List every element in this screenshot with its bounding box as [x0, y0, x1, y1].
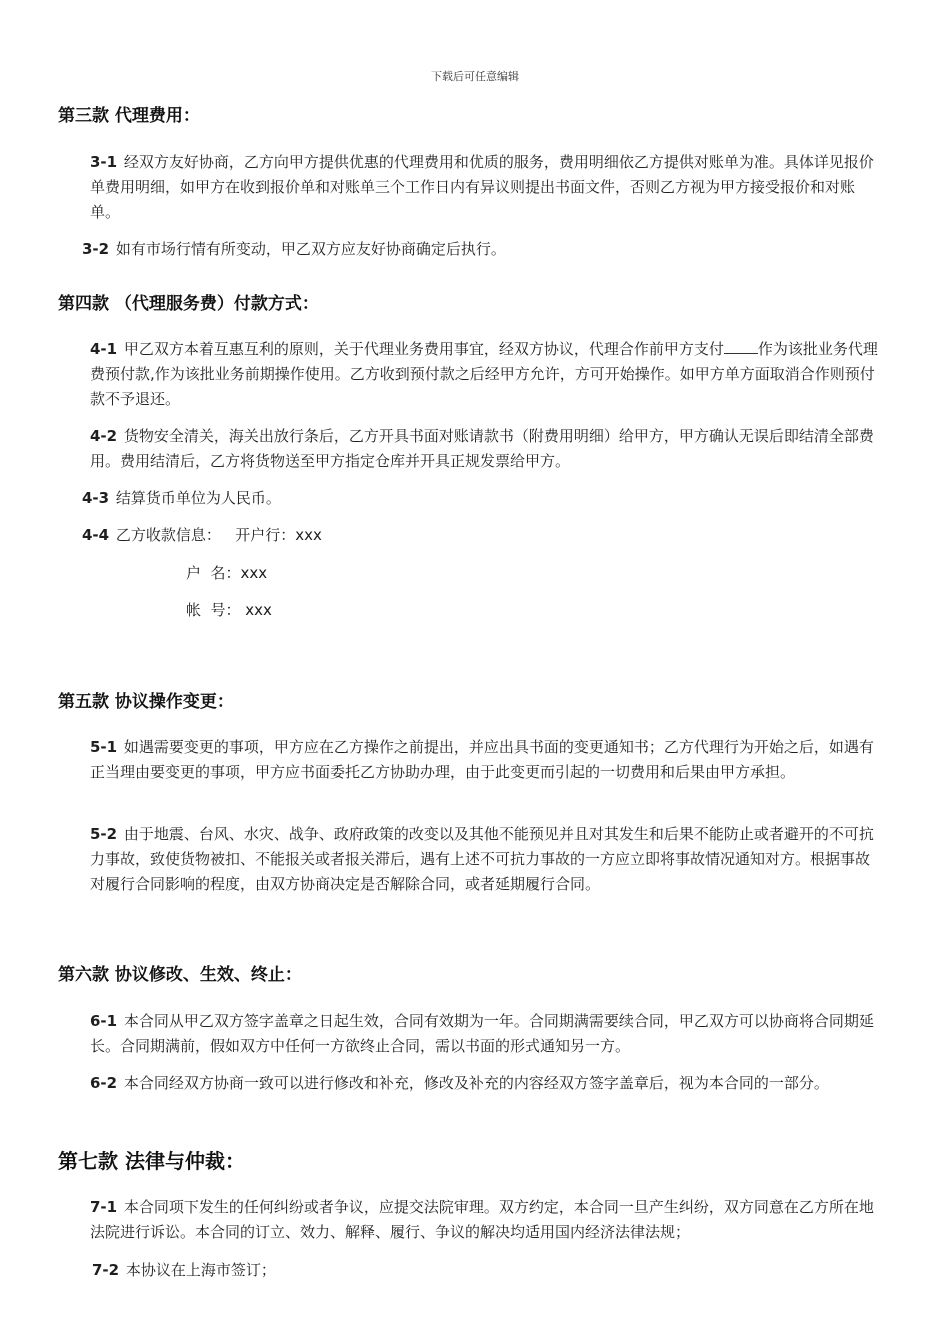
clause-5-1	[90, 735, 880, 785]
clause-number: 3-2	[82, 240, 110, 258]
clause-4-4	[82, 523, 872, 548]
clause-text: 如有市场行情有所变动，甲乙双方应友好协商确定后执行。	[115, 240, 506, 258]
clause-5-2	[90, 822, 880, 897]
clause-number: 4-1	[90, 340, 118, 358]
page-header-note: 下载后可任意编辑	[431, 70, 519, 83]
section-5-heading: 第五款 协议操作变更：	[58, 692, 234, 712]
section-3-heading: 第三款 代理费用：	[58, 106, 200, 126]
amount-blank	[724, 339, 758, 354]
clause-number: 4-4	[82, 526, 110, 544]
clause-number: 6-2	[90, 1074, 118, 1092]
clause-number: 5-2	[90, 825, 118, 843]
clause-7-1	[90, 1195, 880, 1245]
clause-7-2	[92, 1258, 882, 1283]
clause-4-1	[90, 337, 880, 412]
clause-number: 7-1	[90, 1198, 118, 1216]
section-4-heading: 第四款 （代理服务费）付款方式：	[58, 294, 319, 314]
clause-number: 3-1	[90, 153, 118, 171]
clause-number: 5-1	[90, 738, 118, 756]
clause-4-3	[82, 486, 872, 511]
account-number: 帐 号： xxx	[186, 601, 272, 619]
clause-text: 由于地震、台风、水灾、战争、政府政策的改变以及其他不能预见并且对其发生和后果不能防止或者避开的不可抗力事故，致使货物被扣、不能报关或者报关滞后，遇有上述不可抗力事故的一方应立即将事故情况通知对方。根据事故对履行合同影响的程度，由双方协商决定是否解除合同，或者延期履行合同。	[90, 825, 874, 893]
clause-number: 6-1	[90, 1012, 118, 1030]
clause-text: 作为该批业务代理费预付款,作为该批业务前期操作使用。乙方收到预付款之后经甲方允许，方可开始操作。如甲方单方面取消合作则预付款不予退还。	[90, 340, 878, 408]
clause-text: 本合同经双方协商一致可以进行修改和补充，修改及补充的内容经双方签字盖章后，视为本合同的一部分。	[123, 1074, 829, 1092]
clause-6-2	[90, 1071, 880, 1096]
clause-6-1	[90, 1009, 880, 1059]
clause-text: 本合同从甲乙双方签字盖章之日起生效，合同有效期为一年。合同期满需要续合同，甲乙双方可以协商将合同期延长。合同期满前，假如双方中任何一方欲终止合同，需以书面的形式通知另一方。	[90, 1012, 874, 1055]
section-7-heading: 第七款 法律与仲裁：	[58, 1149, 245, 1173]
clause-text: 本合同项下发生的任何纠纷或者争议，应提交法院审理。双方约定，本合同一旦产生纠纷，双方同意在乙方所在地法院进行诉讼。本合同的订立、效力、解释、履行、争议的解决均适用国内经济法律法规；	[90, 1198, 874, 1241]
section-6-heading: 第六款 协议修改、生效、终止：	[58, 965, 302, 985]
clause-4-2	[90, 424, 880, 474]
clause-text: 结算货币单位为人民币。	[115, 489, 281, 507]
account-name: 户 名：xxx	[186, 564, 268, 582]
clause-text: 货物安全清关，海关出放行条后，乙方开具书面对账请款书（附费用明细）给甲方，甲方确认无误后即结清全部费用。费用结清后，乙方将货物送至甲方指定仓库并开具正规发票给甲方。	[90, 427, 874, 470]
clause-number: 7-2	[92, 1261, 120, 1279]
clause-3-1	[90, 150, 880, 225]
clause-text: 甲乙双方本着互惠互利的原则，关于代理业务费用事宜，经双方协议，代理合作前甲方支付	[123, 340, 724, 358]
clause-text: 经双方友好协商，乙方向甲方提供优惠的代理费用和优质的服务，费用明细依乙方提供对账单为准。具体详见报价单费用明细，如甲方在收到报价单和对账单三个工作日内有异议则提出书面文件，否则乙方视为甲方接受报价和对账单。	[90, 153, 874, 221]
clause-text: 乙方收款信息： 开户行：xxx	[115, 526, 322, 544]
clause-text: 本协议在上海市签订；	[125, 1261, 276, 1279]
clause-3-2	[82, 237, 872, 262]
clause-text: 如遇需要变更的事项，甲方应在乙方操作之前提出，并应出具书面的变更通知书；乙方代理行为开始之后，如遇有正当理由要变更的事项，甲方应书面委托乙方协助办理，由于此变更而引起的一切费用和后果由甲方承担。	[90, 738, 874, 781]
clause-number: 4-2	[90, 427, 118, 445]
clause-number: 4-3	[82, 489, 110, 507]
